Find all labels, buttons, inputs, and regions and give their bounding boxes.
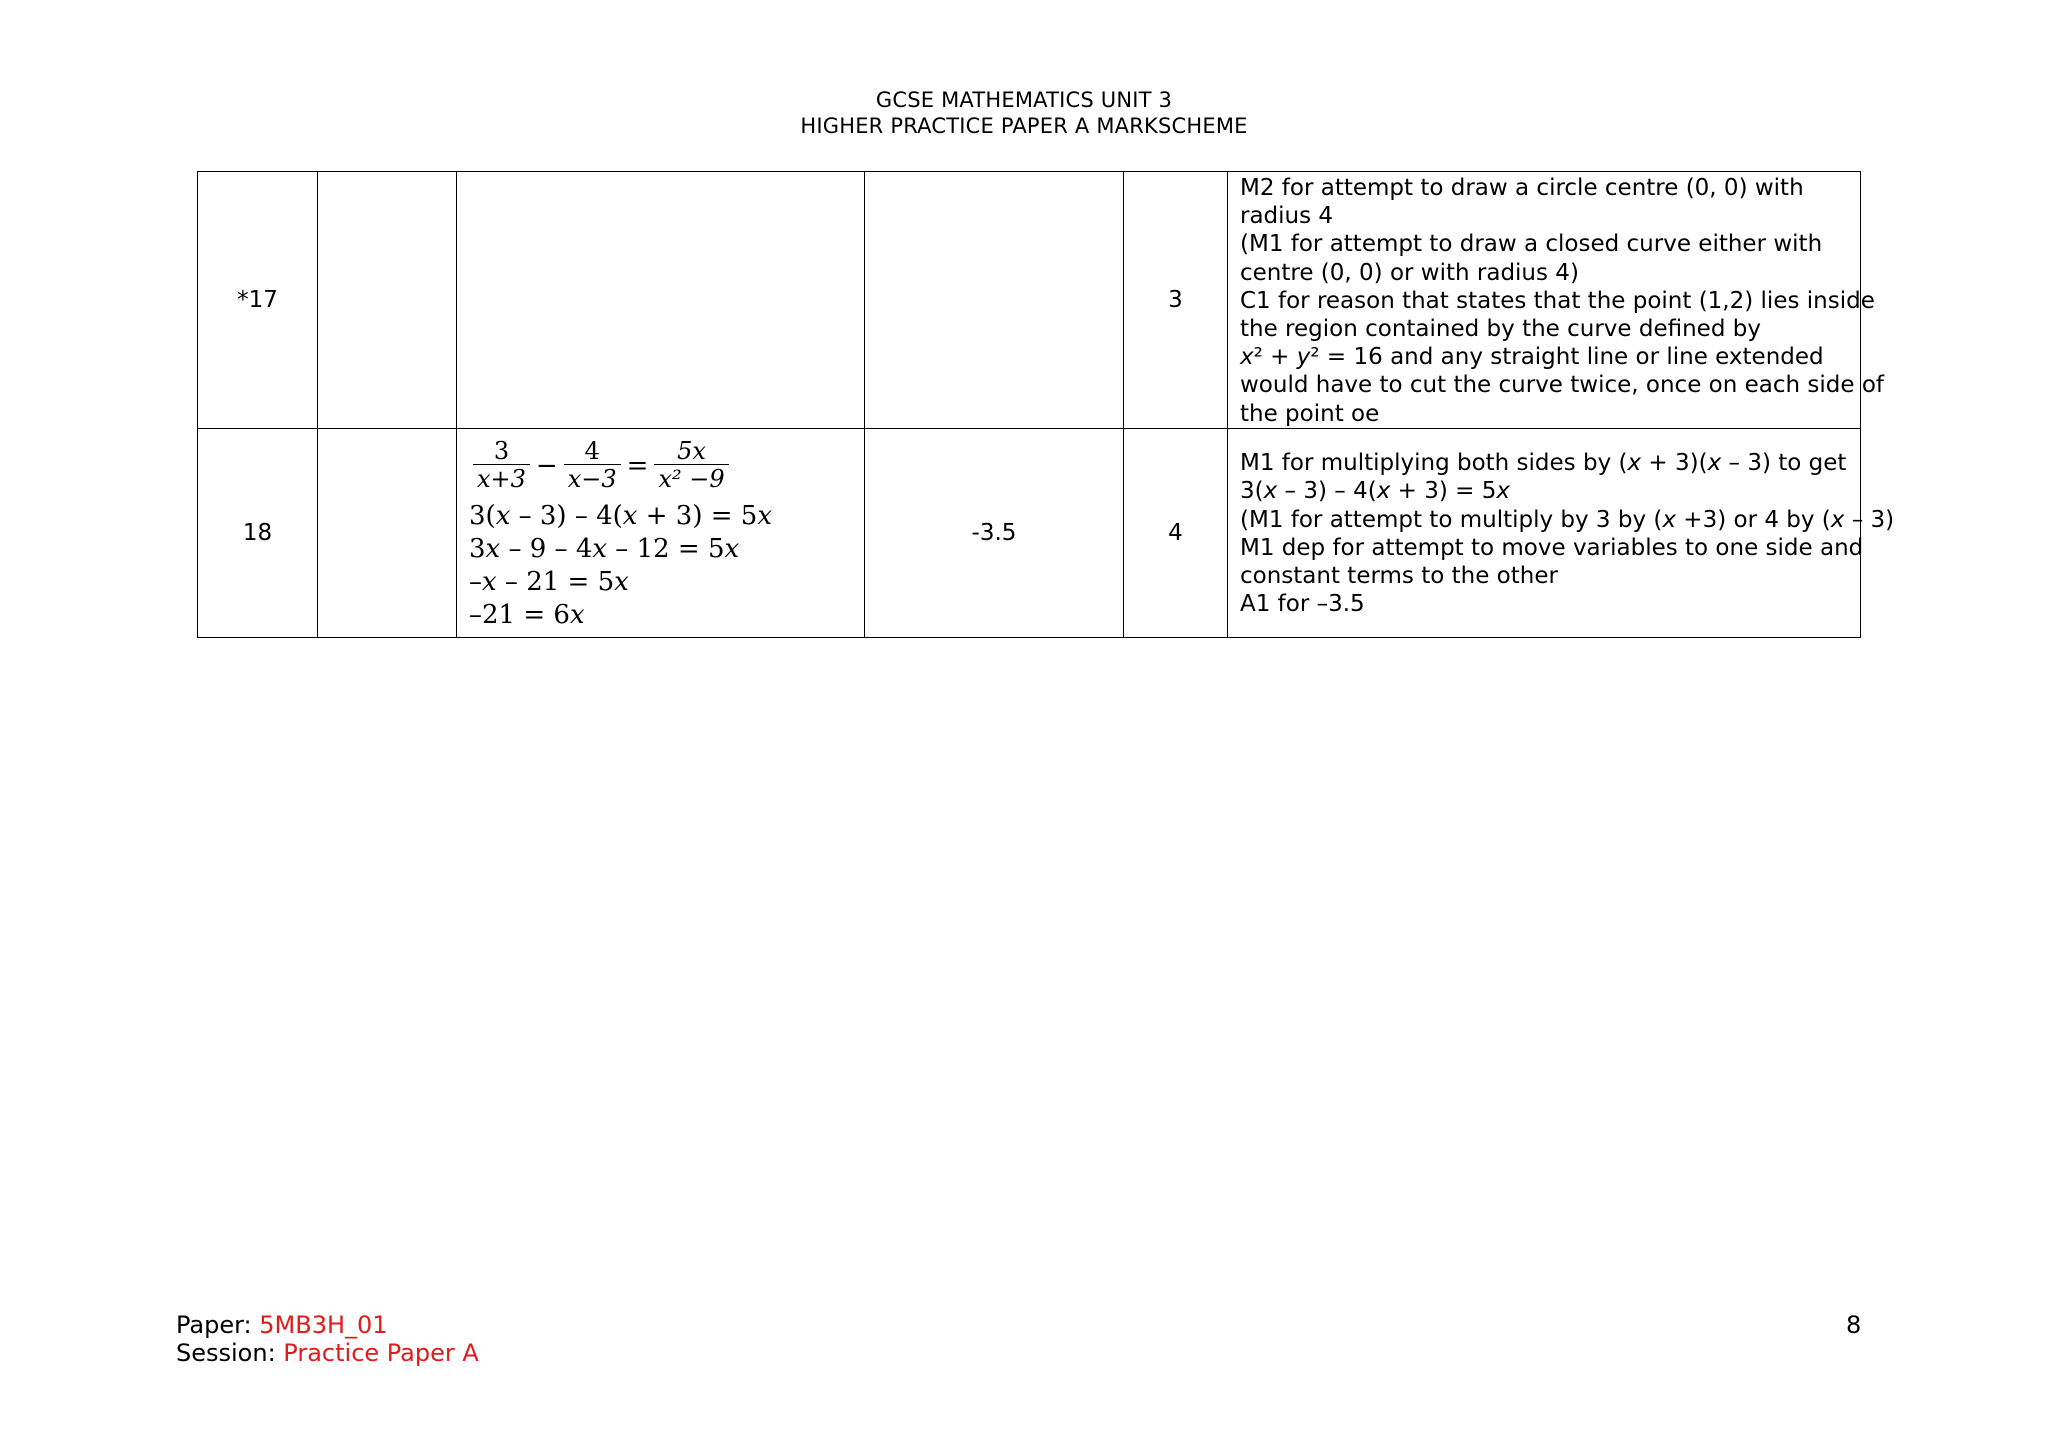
note-line: would have to cut the curve twice, once on each side of: [1240, 372, 1884, 399]
working-line: 3(x – 3) – 4(x + 3) = 5x: [469, 500, 772, 531]
fraction-3: $\frac{5x}{\text{x² −9}}$: [654, 438, 728, 493]
fraction-2: $\frac{4}{x-3}$: [564, 438, 621, 493]
table-row: [198, 172, 1861, 429]
fraction-equation: [473, 436, 864, 496]
answer-cell: -3.5: [865, 428, 1124, 637]
mark-cell: 4: [1124, 428, 1228, 637]
note-line: M1 dep for attempt to move variables to one side and: [1240, 534, 1864, 561]
paper-label: Paper:: [176, 1311, 260, 1339]
equals-sign: =: [626, 450, 649, 481]
working-line: –x – 21 = 5x: [469, 566, 629, 597]
working-line: 3x – 9 – 4x – 12 = 5x: [469, 533, 740, 564]
header-subtitle: HIGHER PRACTICE PAPER A MARKSCHEME: [800, 114, 1248, 138]
part-cell: [318, 428, 457, 637]
notes-cell: [1228, 428, 1895, 637]
session-line: [176, 1339, 479, 1367]
note-line: M2 for attempt to draw a circle centre (0, 0) with: [1240, 175, 1804, 201]
paper-code: 5MB3H_01: [259, 1311, 388, 1339]
question-number: 18: [198, 428, 318, 637]
note-line: x² + y² = 16 and any straight line or line extended: [1240, 344, 1824, 371]
note-line: M1 for multiplying both sides by (x + 3)(x – 3) to get: [1240, 450, 1847, 477]
session-value: Practice Paper A: [283, 1339, 479, 1367]
note-line: C1 for reason that states that the point (1,2) lies inside: [1240, 287, 1875, 314]
note-line: 3(x – 3) – 4(x + 3) = 5x: [1240, 478, 1510, 505]
page-footer: [176, 1311, 479, 1367]
note-line: constant terms to the other: [1240, 563, 1558, 590]
markscheme-table: [197, 171, 1895, 638]
working-line: –21 = 6x: [469, 599, 585, 630]
table-row: [198, 428, 1861, 637]
question-number: *17: [198, 172, 318, 429]
fraction-1: $\frac{3}{x+3}$: [473, 438, 530, 493]
mark-cell: 3: [1124, 172, 1228, 429]
working-cell: [457, 172, 865, 429]
note-line: centre (0, 0) or with radius 4): [1240, 259, 1579, 286]
note-line: A1 for –3.5: [1240, 591, 1365, 618]
header-title: GCSE MATHEMATICS UNIT 3: [875, 88, 1173, 112]
part-cell: [318, 172, 457, 429]
minus-sign: −: [535, 450, 558, 481]
note-line: (M1 for attempt to draw a closed curve either with: [1240, 231, 1823, 258]
note-line: radius 4: [1240, 203, 1334, 230]
note-line: (M1 for attempt to multiply by 3 by (x +3) or 4 by (x – 3): [1240, 506, 1895, 533]
notes-cell: [1228, 172, 1884, 429]
note-line: the point oe: [1240, 400, 1380, 427]
working-cell: [457, 428, 865, 637]
answer-cell: [865, 172, 1124, 429]
session-label: Session:: [176, 1339, 284, 1367]
paper-line: [176, 1311, 479, 1339]
page-number: 8: [1846, 1311, 1862, 1339]
note-line: the region contained by the curve defined by: [1240, 316, 1761, 343]
page-header: [0, 87, 2048, 139]
